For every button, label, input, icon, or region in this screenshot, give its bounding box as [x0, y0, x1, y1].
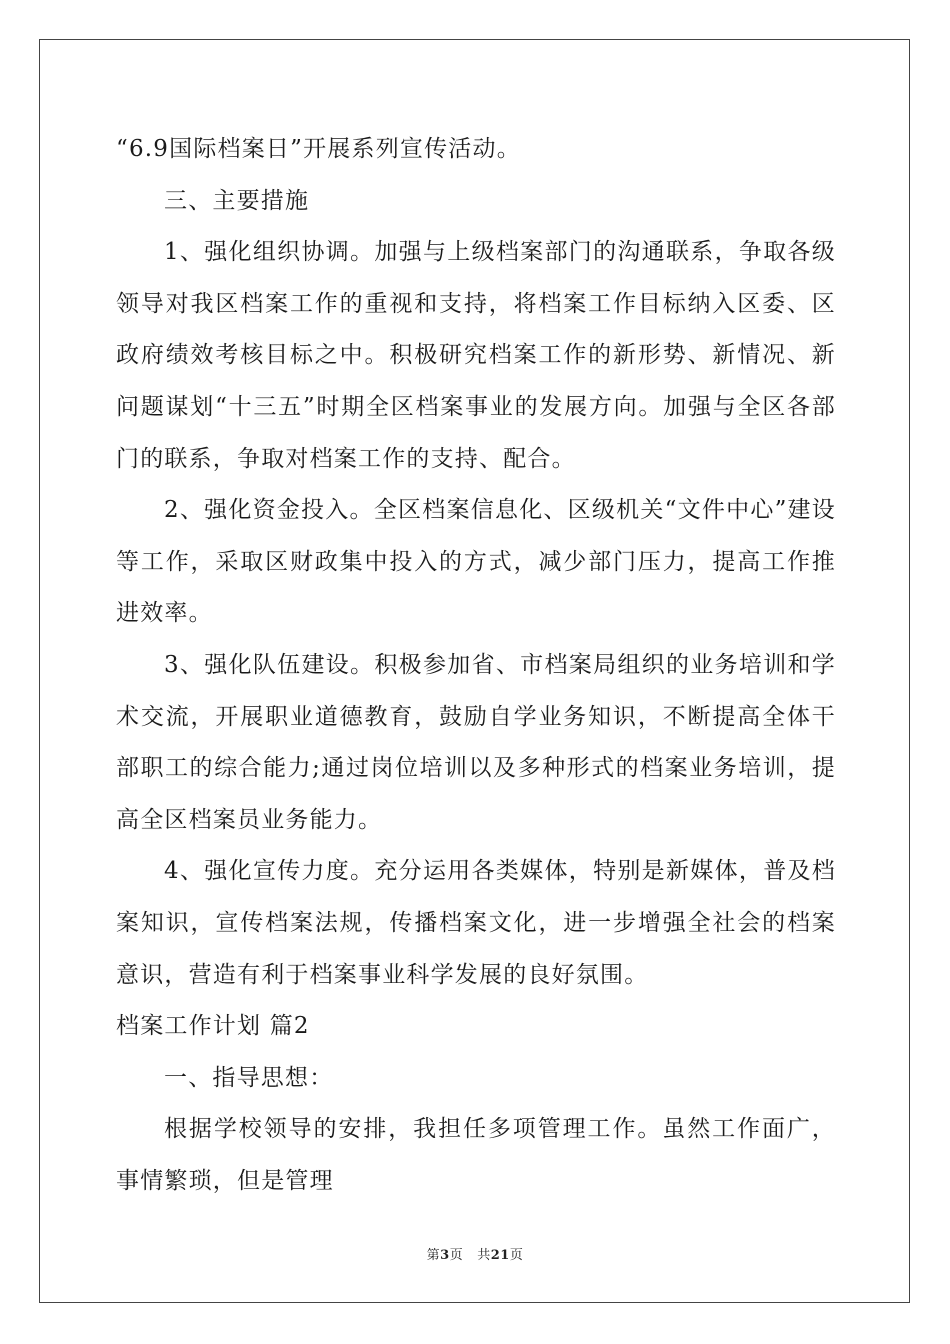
footer-total-unit: 页 — [509, 1248, 524, 1263]
footer-total-prefix: 共 — [477, 1248, 491, 1263]
paragraph-measure-4: 4、强化宣传力度。充分运用各类媒体，特别是新媒体，普及档案知识，宣传档案法规，传播档案文化，进一步增强全社会的档案意识，营造有利于档案事业科学发展的良好氛围。 — [116, 858, 836, 988]
article-title: 档案工作计划 篇2 — [116, 1013, 310, 1040]
footer-page-unit: 页 — [449, 1248, 464, 1263]
page-footer — [0, 1246, 950, 1266]
current-page-number: 3 — [440, 1248, 450, 1263]
document-body — [116, 124, 836, 1207]
section-heading-guiding-thought: 一、指导思想： — [164, 1064, 334, 1091]
total-pages-number: 21 — [490, 1248, 510, 1263]
paragraph-measure-2: 2、强化资金投入。全区档案信息化、区级机关“文件中心”建设等工作，采取区财政集中投入的方式，减少部门压力，提高工作推进效率。 — [116, 497, 836, 627]
paragraph-measure-3: 3、强化队伍建设。积极参加省、市档案局组织的业务培训和学术交流，开展职业道德教育，鼓励自学业务知识，不断提高全体干部职工的综合能力;通过岗位培训以及多种形式的档案业务培训，提高全区档案员业务能力。 — [116, 651, 836, 833]
section-heading-measures: 三、主要措施 — [164, 187, 310, 214]
paragraph-guiding-thought: 根据学校领导的安排，我担任多项管理工作。虽然工作面广，事情繁琐，但是管理 — [116, 1116, 836, 1194]
paragraph-measure-1: 1、强化组织协调。加强与上级档案部门的沟通联系，争取各级领导对我区档案工作的重视和支持，将档案工作目标纳入区委、区政府绩效考核目标之中。积极研究档案工作的新形势、新情况、新问题谋划“十三五”时期全区档案事业的发展方向。加强与全区各部门的联系，争取对档案工作的支持、配合。 — [116, 239, 836, 472]
footer-prefix: 第 — [426, 1248, 441, 1263]
paragraph-continuation: “6.9国际档案日”开展系列宣传活动。 — [116, 136, 521, 162]
